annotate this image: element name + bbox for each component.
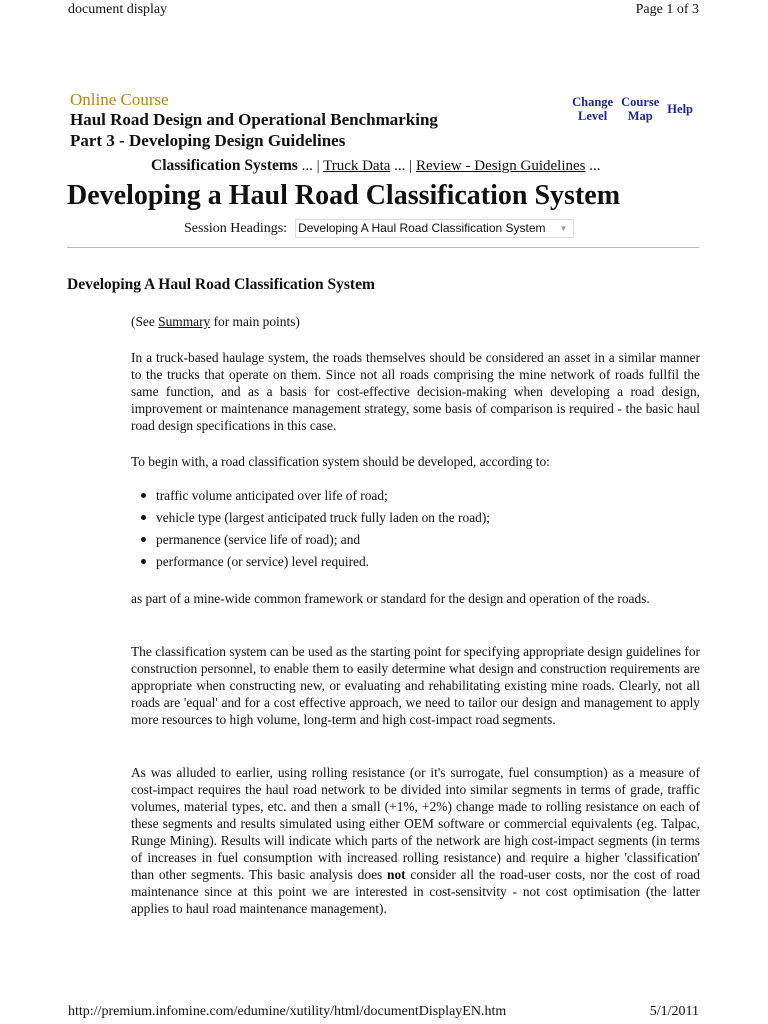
page-title: Developing a Haul Road Classification System <box>67 180 621 211</box>
session-headings <box>184 219 574 238</box>
list-item: vehicle type (largest anticipated truck fully laden on the road); <box>131 509 490 531</box>
change-level-link[interactable]: Change Level <box>572 95 614 123</box>
list-item: traffic volume anticipated over life of road; <box>131 487 490 509</box>
session-selected-value: Developing A Haul Road Classification System <box>298 221 546 235</box>
paragraph-2: To begin with, a road classification system should be developed, according to: <box>131 454 550 469</box>
page-number: Page 1 of 3 <box>635 2 699 17</box>
breadcrumb-truck-data[interactable]: Truck Data <box>323 158 391 174</box>
bullet-icon <box>141 537 146 542</box>
divider <box>67 247 699 248</box>
list-item: permanence (service life of road); and <box>131 531 490 553</box>
classification-criteria-list <box>131 487 490 575</box>
list-item: performance (or service) level required. <box>131 553 490 575</box>
breadcrumb-review[interactable]: Review - Design Guidelines <box>415 158 586 174</box>
summary-link[interactable]: Summary <box>158 314 211 329</box>
breadcrumb-separator: ... <box>585 158 601 174</box>
paragraph-5: As was alluded to earlier, using rolling resistance (or it's surrogate, fuel consumption) as a measure of cost-impact requires the haul road network to be divided into similar segments in terms of grade, traffic volumes, material types, etc. and then a small (+1%, +2%) change made to rolling resistance on each of these segments and results simulated using either OEM software or commercial equivalents (eg. Talpac, Runge Mining). Results will indicate which parts of the network are high cost-impact segments (in terms of increases in fuel consumption with increased rolling resistance) and require a higher 'classification' than other segments. This basic analysis does not consider all the road-user costs, nor the cost of road maintenance since at this point we are interested in cost-sensitvity - not cost optimisation (the latter applies to haul road maintenance management). <box>131 765 700 916</box>
help-link[interactable]: Help <box>667 102 693 116</box>
breadcrumb-separator: ... | <box>297 158 324 174</box>
course-part-title: Part 3 - Developing Design Guidelines <box>70 131 346 150</box>
paragraph-4: The classification system can be used as the starting point for specifying appropriate design guidelines for construction personnel, to enable them to easily determine what design and construction requirements are appropriate when constructing new, or evaluating and rehabilitating existing mine roads. Clearly, not all roads are 'equal' and for a cost effective approach, we need to tailor our design and management to apply more resources to high volume, long-term and high cost-impact road segments. <box>131 644 700 727</box>
chevron-down-icon: ▼ <box>559 223 568 233</box>
bullet-icon <box>141 515 146 520</box>
section-heading: Developing A Haul Road Classification System <box>67 276 375 293</box>
footer-date: 5/1/2011 <box>649 1004 699 1019</box>
print-header-left: document display <box>68 2 168 17</box>
course-nav <box>572 95 693 123</box>
session-label: Session Headings: <box>184 220 288 236</box>
paragraph-3: as part of a mine-wide common framework or standard for the design and operation of the roads. <box>131 591 650 606</box>
course-map-link[interactable]: Course Map <box>621 95 660 123</box>
course-title: Haul Road Design and Operational Benchmarking <box>70 110 438 129</box>
breadcrumb <box>151 157 601 175</box>
bullet-icon <box>141 493 146 498</box>
online-course-label: Online Course <box>70 90 169 109</box>
session-select[interactable] <box>295 219 574 238</box>
see-summary-line: (See Summary for main points) <box>131 314 300 329</box>
paragraph-1: In a truck-based haulage system, the roads themselves should be considered an asset in a similar manner to the trucks that operate on them. Since not all roads comprising the mine network of roads fullfil the same function, and as a basis for cost-effective decision-making when developing a road design, improvement or maintenance management strategy, some basis of comparison is required - the basic haul road design specifications in this case. <box>131 350 700 433</box>
breadcrumb-current: Classification Systems <box>151 157 298 174</box>
breadcrumb-separator: ... | <box>390 158 416 174</box>
footer-url: http://premium.infomine.com/edumine/xutility/html/documentDisplayEN.htm <box>68 1004 507 1019</box>
bullet-icon <box>141 559 146 564</box>
